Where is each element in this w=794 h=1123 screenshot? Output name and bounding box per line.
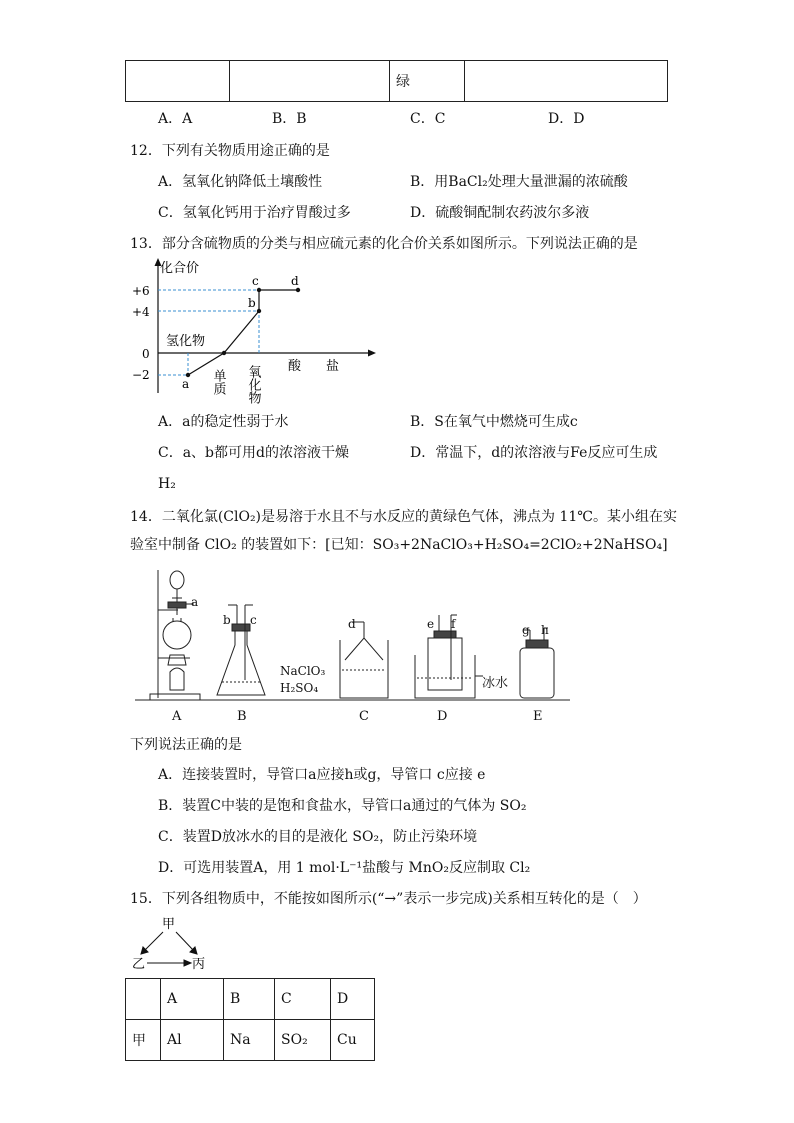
q11-option-d: D．D bbox=[548, 111, 585, 127]
q12-option-c: C．氢氧化钙用于治疗胃酸过多 bbox=[158, 205, 351, 221]
q15-table-cell: Na bbox=[224, 1020, 275, 1061]
q13-ytick: +4 bbox=[132, 305, 150, 319]
q14-label-A: A bbox=[172, 709, 182, 724]
q15-table bbox=[125, 978, 375, 1061]
q13-ytick: −2 bbox=[132, 368, 150, 382]
q15-table-header: A bbox=[161, 979, 224, 1020]
q13-point-b bbox=[257, 309, 261, 313]
q15-jia: 甲 bbox=[162, 917, 176, 932]
q13-valence-chart bbox=[130, 255, 390, 405]
q14-apparatus-diagram bbox=[130, 560, 580, 730]
q14-sub: 下列说法正确的是 bbox=[130, 737, 242, 753]
q15-table-header: C bbox=[275, 979, 331, 1020]
q13-point-origin bbox=[222, 351, 226, 355]
q14-port-e: e bbox=[427, 617, 435, 631]
q11-option-a: A．A bbox=[158, 111, 193, 127]
q14-port-b: b bbox=[223, 613, 231, 627]
top-table-cell bbox=[230, 61, 390, 102]
q15-table-header bbox=[126, 979, 161, 1020]
q11-option-c: C．C bbox=[410, 111, 446, 127]
q13-label-c: c bbox=[252, 274, 259, 288]
q15-yi: 乙 bbox=[132, 957, 146, 972]
q14-option-d: D．可选用装置A，用 1 mol·L⁻¹盐酸与 MnO₂反应制取 Cl₂ bbox=[158, 860, 531, 876]
q14-label-E: E bbox=[533, 709, 543, 724]
top-table bbox=[125, 60, 668, 102]
q12-stem: 12．下列有关物质用途正确的是 bbox=[130, 143, 330, 159]
q15-table-cell: Al bbox=[161, 1020, 224, 1061]
q13-xcat: 盐 bbox=[326, 359, 340, 374]
q15-table-header: D bbox=[331, 979, 375, 1020]
q11-option-b: B．B bbox=[272, 111, 307, 127]
q14-option-c: C．装置D放冰水的目的是液化 SO₂，防止污染环境 bbox=[158, 829, 478, 845]
q13-label-b: b bbox=[248, 296, 256, 310]
q13-ytick: +6 bbox=[132, 284, 150, 298]
q13-xcat: 氧化物 bbox=[245, 365, 261, 404]
q15-table-header: B bbox=[224, 979, 275, 1020]
q15-bing: 丙 bbox=[192, 957, 206, 972]
q14-label-D: D bbox=[437, 709, 448, 724]
q14-port-c: c bbox=[250, 613, 257, 627]
q15-stem: 15．下列各组物质中，不能按如图所示(“→”表示一步完成)关系相互转化的是（ ） bbox=[130, 891, 647, 907]
q14-stem-2: 验室中制备 ClO₂ 的装置如下：[已知：SO₃+2NaClO₃+H₂SO₄=2ClO₂+2NaHSO₄] bbox=[130, 537, 668, 553]
q15-table-cell: SO₂ bbox=[275, 1020, 331, 1061]
q13-hydride-label: 氢化物 bbox=[166, 334, 206, 349]
q14-label-B: B bbox=[237, 709, 247, 724]
q13-stem: 13．部分含硫物质的分类与相应硫元素的化合价关系如图所示。下列说法正确的是 bbox=[130, 236, 638, 252]
q14-label-C: C bbox=[359, 709, 369, 724]
q13-option-a: A．a的稳定性弱于水 bbox=[158, 414, 289, 430]
q14-port-f: f bbox=[451, 617, 456, 631]
q12-option-b: B．用BaCl₂处理大量泄漏的浓硫酸 bbox=[410, 174, 628, 190]
q13-label-d: d bbox=[291, 274, 299, 288]
q15-table-cell: 甲 bbox=[126, 1020, 161, 1061]
q14-port-g: g bbox=[522, 623, 530, 637]
q14-option-a: A．连接装置时，导管口a应接h或g，导管口 c应接 e bbox=[158, 767, 486, 783]
q13-option-d-cont: H₂ bbox=[158, 476, 176, 492]
q13-option-d: D．常温下，d的浓溶液与Fe反应可生成 bbox=[410, 445, 658, 461]
q13-label-a: a bbox=[182, 377, 190, 391]
q14-port-h: h bbox=[541, 623, 549, 637]
q14-port-d: d bbox=[348, 617, 356, 631]
q12-option-d: D．硫酸铜配制农药波尔多液 bbox=[410, 205, 590, 221]
top-table-cell: 绿 bbox=[390, 61, 465, 102]
q14-stem-1: 14．二氧化氯(ClO₂)是易溶于水且不与水反应的黄绿色气体，沸点为 11℃。某小组在实 bbox=[130, 509, 677, 525]
q15-table-cell: Cu bbox=[331, 1020, 375, 1061]
q13-point-d bbox=[296, 288, 300, 292]
top-table-cell bbox=[126, 61, 230, 102]
q14-reagent-2: H₂SO₄ bbox=[280, 681, 319, 695]
q13-option-c: C．a、b都可用d的浓溶液干燥 bbox=[158, 445, 349, 461]
q14-port-a: a bbox=[191, 595, 199, 609]
q13-xcat: 单质 bbox=[210, 369, 226, 395]
q13-xcat: 酸 bbox=[288, 359, 302, 374]
q14-option-b: B．装置C中装的是饱和食盐水，导管口a通过的气体为 SO₂ bbox=[158, 798, 527, 814]
q13-option-b: B．S在氧气中燃烧可生成c bbox=[410, 414, 578, 430]
q15-conversion-diagram bbox=[130, 912, 230, 974]
q13-ytick: 0 bbox=[142, 347, 150, 361]
q12-option-a: A．氢氧化钠降低土壤酸性 bbox=[158, 174, 323, 190]
q13-point-c bbox=[257, 288, 261, 292]
q14-reagent-1: NaClO₃ bbox=[280, 664, 326, 678]
q14-ice-water: 冰水 bbox=[482, 676, 509, 691]
q13-ylabel: 化合价 bbox=[160, 261, 200, 276]
top-table-cell bbox=[465, 61, 668, 102]
